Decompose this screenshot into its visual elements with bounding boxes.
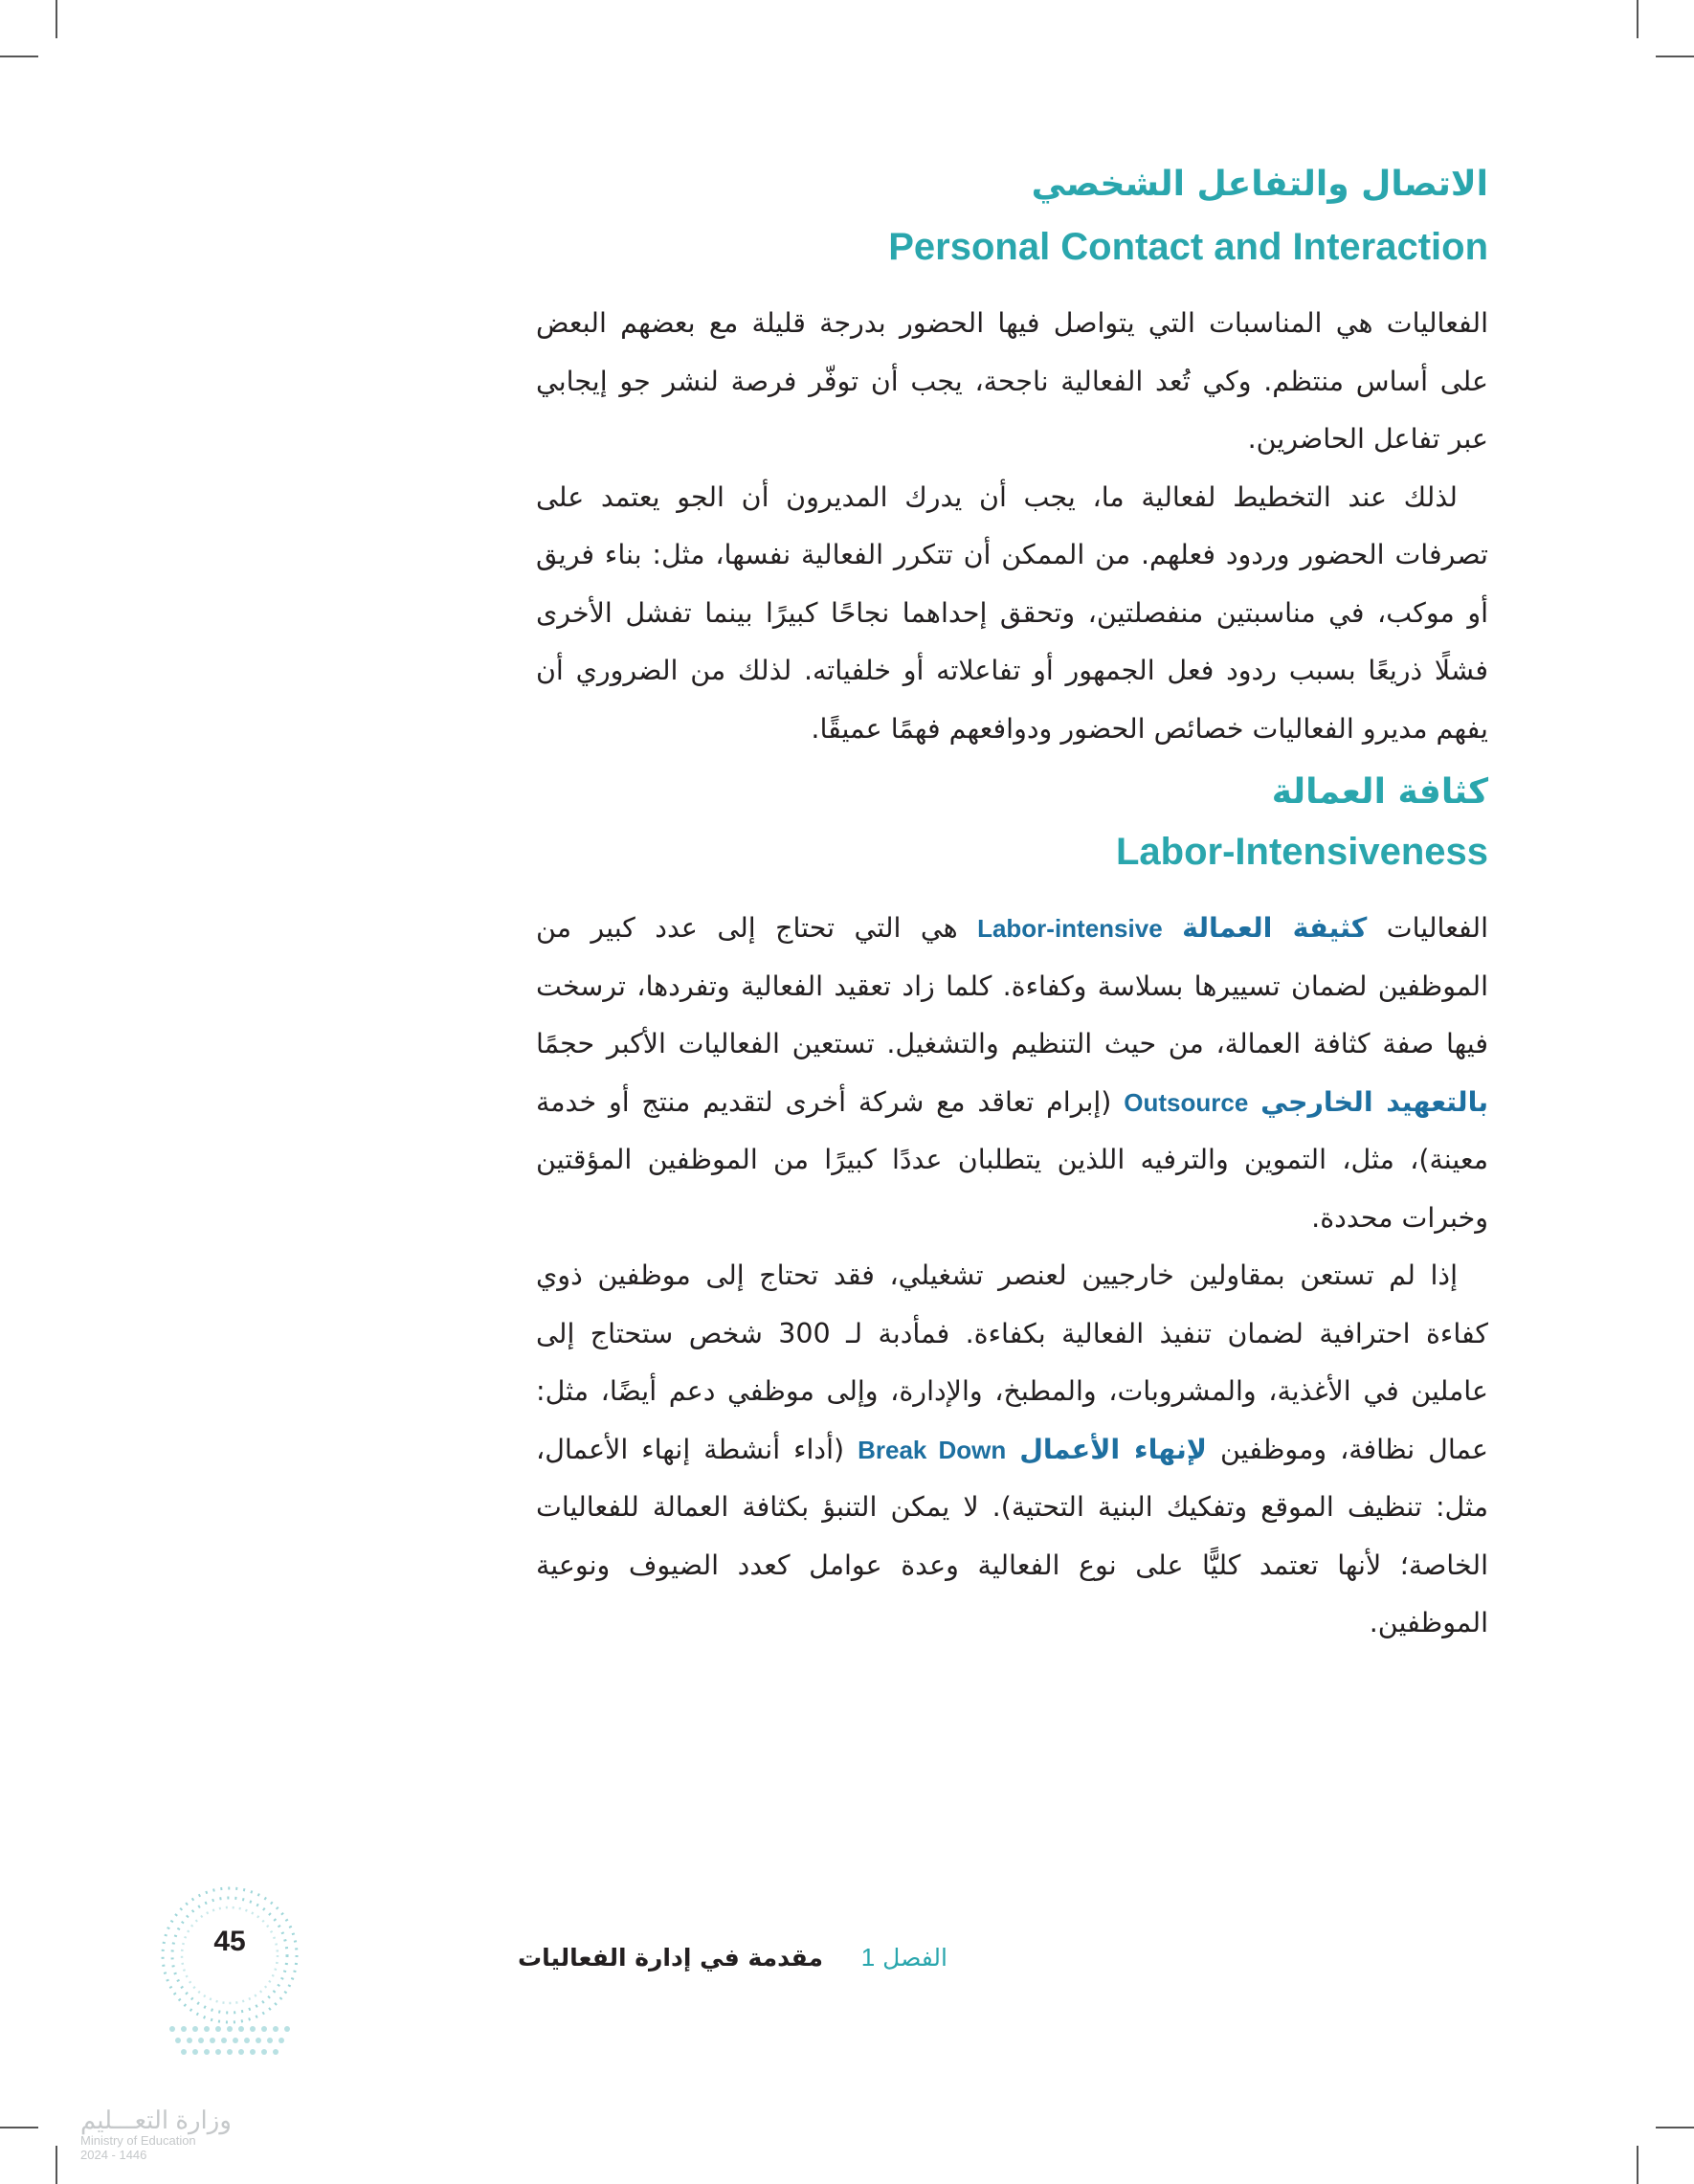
crop-mark [56, 0, 57, 38]
crop-mark [0, 2127, 38, 2128]
section-title-arabic: كثافة العمالة [1271, 772, 1488, 812]
keyword-english: Break Down [858, 1435, 1007, 1464]
paragraph: لذلك عند التخطيط لفعالية ما، يجب أن يدرك المديرون أن الجو يعتمد على تصرفات الحضور وردود فعلهم. من الممكن أن تتكرر الفعالية نفسها، مثل: بناء فريق أو موكب، في مناسبتين منفصلتين، وتحقق إحداهما نجاحًا كبيرًا بينما تفشل الأخرى فشلًا ذريعًا بسبب ردود فعل الجمهور أو تفاعلاته أو خلفياته. لذلك من الضروري أن يفهم مديرو الفعاليات خصائص الحضور ودوافعهم فهمًا عميقًا. [536, 480, 1488, 745]
text-run: (إبرام تعاقد مع شركة أخرى لتقديم منتج أو خدمة معينة)، مثل، التموين والترفيه اللذين يتطلبان عددًا كبيرًا من الموظفين المؤقتين وخبرات محددة. [536, 1085, 1488, 1234]
text-run: هي التي تحتاج إلى عدد كبير من الموظفين لضمان تسييرها بسلاسة وكفاءة. كلما زاد تعقيد الفعالية وتفردها، ترسخت فيها صفة كثافة العمالة، من حيث التنظيم والتشغيل. تستعين الفعاليات الأكبر حجمًا [536, 912, 1488, 1059]
keyword-english: Outsource [1124, 1087, 1249, 1117]
text-run: (أداء أنشطة إنهاء الأعمال، مثل: تنظيف الموقع وتفكيك البنية التحتية). لا يمكن التنبؤ بكثافة العمالة للفعاليات الخاصة؛ لأنها تعتمد كليًّا على نوع الفعالية وعدة عوامل كعدد الضيوف ونوعية الموظفين. [536, 1433, 1488, 1638]
ministry-name-arabic: وزارة التعـــليم [80, 2106, 232, 2134]
ministry-name-english: Ministry of Education [80, 2133, 196, 2148]
crop-mark [56, 2146, 57, 2184]
keyword-arabic: لإنهاء الأعمال [1019, 1433, 1208, 1465]
crop-mark [0, 56, 38, 57]
section-title-english: Personal Contact and Interaction [888, 226, 1488, 268]
keyword-arabic: بالتعهيد الخارجي [1260, 1085, 1489, 1118]
crop-mark [1637, 0, 1638, 38]
chapter-footer [518, 1943, 947, 1972]
paragraph [536, 1247, 1488, 1653]
section-title-english: Labor-Intensiveness [1115, 831, 1488, 873]
section-title-arabic: الاتصال والتفاعل الشخصي [1031, 165, 1488, 204]
page-number: 45 [213, 1926, 246, 1957]
text-run: إذا لم تستعن بمقاولين خارجيين لعنصر تشغيلي، فقد تحتاج إلى موظفين ذوي كفاءة احترافية لضمان تنفيذ الفعالية بكفاءة. فمأدبة لـ 300 شخص ستحتاج إلى عاملين في الأغذية، والمشروبات، والمطبخ، والإدارة، وإلى موظفي دعم أيضًا، مثل: عمال نظافة، وموظفين [536, 1259, 1488, 1465]
text-run: الفعاليات [1386, 912, 1488, 944]
ministry-logo [80, 2106, 272, 2162]
keyword-english: Labor-intensive [977, 914, 1163, 943]
section-body [536, 900, 1488, 1653]
chapter-label: الفصل [882, 1944, 947, 1972]
section-body [536, 295, 1488, 758]
keyword-arabic: كثيفة العمالة [1182, 912, 1368, 944]
page-number-ornament [153, 1885, 316, 2096]
crop-mark [1656, 56, 1694, 57]
crop-mark [1637, 2146, 1638, 2184]
ministry-year: 2024 - 1446 [80, 2148, 147, 2162]
paragraph: الفعاليات هي المناسبات التي يتواصل فيها الحضور بدرجة قليلة مع بعضهم البعض على أساس منتظم. وكي تُعد الفعالية ناجحة، يجب أن توفّر فرصة لنشر جو إيجابي عبر تفاعل الحاضرين. [536, 307, 1488, 455]
chapter-title: مقدمة في إدارة الفعاليات [518, 1944, 824, 1972]
paragraph [536, 900, 1488, 1247]
crop-mark [1656, 2127, 1694, 2128]
chapter-number: 1 [860, 1943, 876, 1972]
